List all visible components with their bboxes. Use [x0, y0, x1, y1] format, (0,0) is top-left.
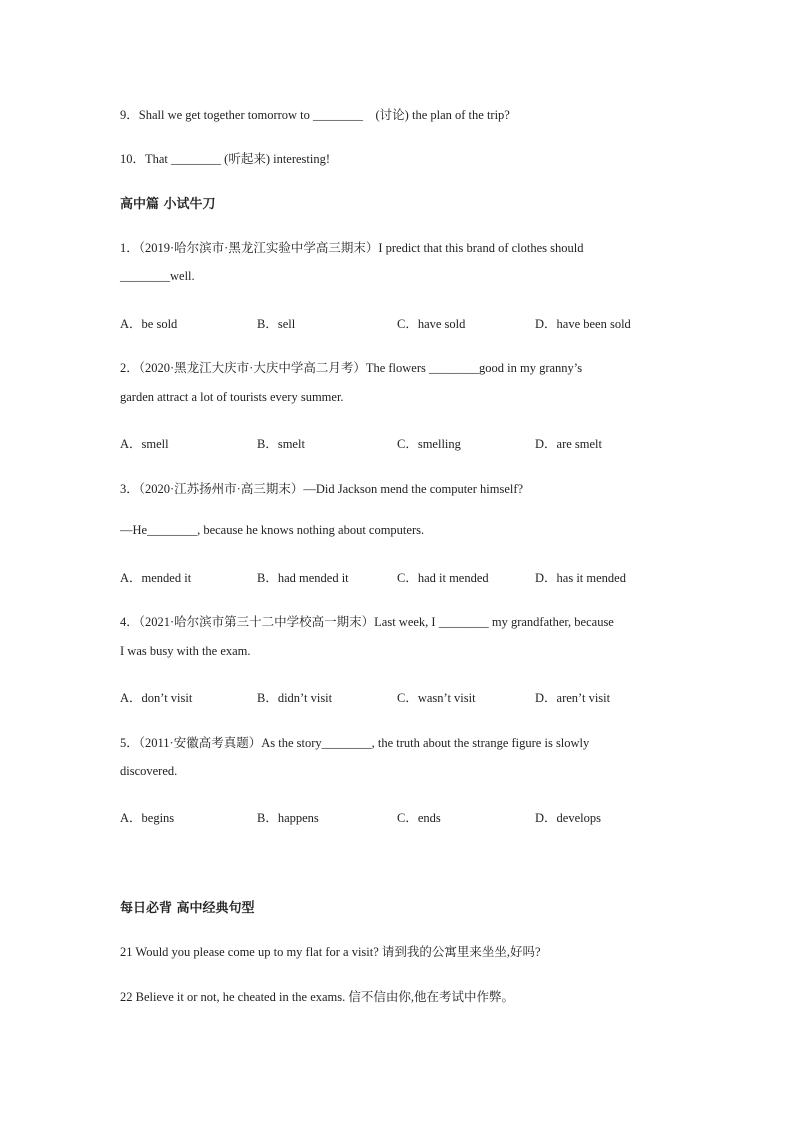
- option-d: D．are smelt: [535, 437, 602, 451]
- question-1-options: [120, 314, 680, 330]
- option-b: B．sell: [257, 317, 296, 331]
- option-b: B．had mended it: [257, 571, 349, 585]
- question-3-line-1: 3．（2020·江苏扬州市·高三期末）—Did Jackson mend the computer himself?: [120, 482, 524, 496]
- question-3-line-2: —He________, because he knows nothing about computers.: [120, 523, 425, 537]
- option-a: A．begins: [120, 811, 175, 825]
- option-c: C．wasn’t visit: [397, 691, 476, 705]
- question-4-line-1: 4．（2021·哈尔滨市第三十二中学校高一期末）Last week, I ________ my grandfather, because: [120, 615, 614, 629]
- option-a: A．be sold: [120, 317, 178, 331]
- question-2-line-1: 2．（2020·黑龙江大庆市·大庆中学高二月考）The flowers ________good in my granny’s: [120, 361, 583, 375]
- option-c: C．had it mended: [397, 571, 489, 585]
- question-4-options: [120, 688, 680, 704]
- option-a: A．smell: [120, 437, 169, 451]
- option-a: A．don’t visit: [120, 691, 193, 705]
- option-b: B．didn’t visit: [257, 691, 333, 705]
- question-4-line-2: I was busy with the exam.: [120, 644, 251, 658]
- question-10: 10．That ________ (听起来) interesting!: [120, 152, 331, 166]
- option-c: C．have sold: [397, 317, 466, 331]
- question-2-options: [120, 434, 680, 450]
- option-d: D．have been sold: [535, 317, 631, 331]
- question-5-line-2: discovered.: [120, 764, 178, 778]
- option-b: B．happens: [257, 811, 319, 825]
- option-c: C．ends: [397, 811, 441, 825]
- option-d: D．aren’t visit: [535, 691, 611, 705]
- option-b: B．smelt: [257, 437, 305, 451]
- question-3-options: [120, 568, 680, 584]
- option-d: D．develops: [535, 811, 601, 825]
- section-title-daily-sentences: 每日必背 高中经典句型: [120, 901, 255, 916]
- question-5-options: [120, 808, 680, 824]
- question-5-line-1: 5．（2011·安徽高考真题）As the story________, the truth about the strange figure is slowly: [120, 736, 590, 750]
- option-c: C．smelling: [397, 437, 461, 451]
- question-1-line-2: ________well.: [120, 269, 195, 283]
- question-1-line-1: 1．（2019·哈尔滨市·黑龙江实验中学高三期末）I predict that this brand of clothes should: [120, 241, 584, 255]
- option-a: A．mended it: [120, 571, 192, 585]
- question-9: 9．Shall we get together tomorrow to ________ (讨论) the plan of the trip?: [120, 108, 510, 122]
- option-d: D．has it mended: [535, 571, 626, 585]
- question-2-line-2: garden attract a lot of tourists every summer.: [120, 390, 344, 404]
- section-title-practice: 高中篇 小试牛刀: [120, 197, 216, 212]
- sentence-21: 21 Would you please come up to my flat for a visit? 请到我的公寓里来坐坐,好吗?: [120, 945, 541, 959]
- sentence-22: 22 Believe it or not, he cheated in the exams. 信不信由你,他在考试中作弊。: [120, 990, 515, 1004]
